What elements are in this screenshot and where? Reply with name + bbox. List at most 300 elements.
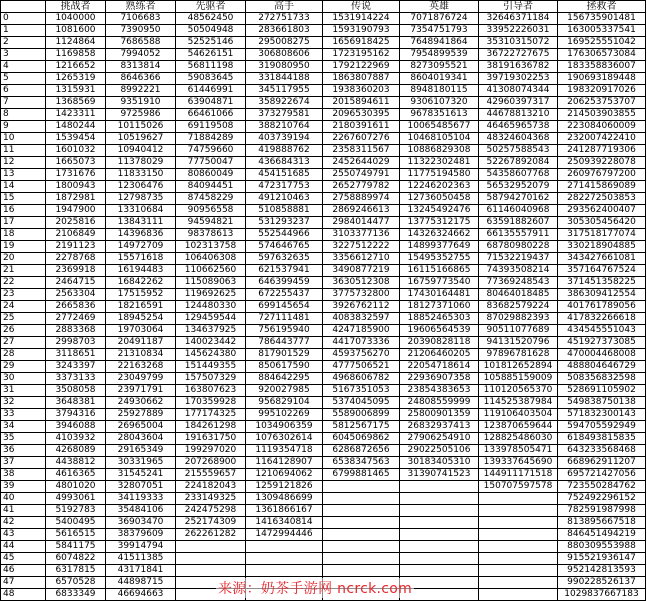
table-cell: 43171841	[106, 565, 176, 577]
table-cell: 472317753	[246, 181, 323, 193]
row-index-cell: 3	[1, 49, 46, 61]
table-cell: 30183405310	[400, 457, 479, 469]
table-cell: 19606564539	[400, 325, 479, 337]
row-index-cell: 7	[1, 97, 46, 109]
table-cell: 10519627	[106, 133, 176, 145]
table-cell: 31390741523	[400, 469, 479, 481]
table-row	[1, 505, 646, 517]
row-index-cell: 9	[1, 121, 46, 133]
table-row	[1, 61, 646, 73]
table-cell: 283661803	[246, 25, 323, 37]
row-index-cell: 28	[1, 349, 46, 361]
column-header: 传说	[323, 1, 400, 13]
column-header: 先驱者	[176, 1, 246, 13]
table-cell: 6833349	[46, 589, 106, 601]
column-header-index	[1, 1, 46, 13]
table-cell: 22163268	[106, 361, 176, 373]
table-cell: 5841175	[46, 541, 106, 553]
table-cell: 9351910	[106, 97, 176, 109]
table-cell: 920027985	[246, 385, 323, 397]
column-header: 熟练者	[106, 1, 176, 13]
table-cell: 233149325	[176, 493, 246, 505]
column-header: 高手	[246, 1, 323, 13]
table-cell: 50504948	[176, 25, 246, 37]
table-cell: 4777506521	[323, 361, 400, 373]
table-cell: 28043604	[106, 433, 176, 445]
table-cell: 2563304	[46, 289, 106, 301]
table-cell: 2015894611	[323, 97, 400, 109]
table-cell: 4616365	[46, 469, 106, 481]
table-cell: 699145654	[246, 301, 323, 313]
table-cell: 124480330	[176, 301, 246, 313]
table-cell: 488804646729	[558, 361, 646, 373]
table-cell: 2025816	[46, 217, 106, 229]
table-cell: 21206460205	[400, 349, 479, 361]
row-index-cell: 21	[1, 265, 46, 277]
table-cell: 44898715	[106, 577, 176, 589]
table-cell	[400, 481, 479, 493]
table-cell: 24930662	[106, 397, 176, 409]
table-cell: 6570528	[46, 577, 106, 589]
row-index-cell: 44	[1, 541, 46, 553]
table-cell: 191631750	[176, 433, 246, 445]
row-index-cell: 34	[1, 421, 46, 433]
table-cell: 50257588543	[479, 145, 558, 157]
table-cell: 29022505106	[400, 445, 479, 457]
table-cell: 1423311	[46, 109, 106, 121]
table-cell: 2665836	[46, 301, 106, 313]
table-cell: 2550749791	[323, 169, 400, 181]
table-cell: 133978505471	[479, 445, 558, 457]
table-cell: 850617590	[246, 361, 323, 373]
table-cell: 3243397	[46, 361, 106, 373]
table-cell: 5167351053	[323, 385, 400, 397]
table-cell: 36722727675	[479, 49, 558, 61]
table-cell: 18216591	[106, 301, 176, 313]
table-cell: 434545551043	[558, 325, 646, 337]
table-cell: 1361866167	[246, 505, 323, 517]
table-cell: 12798735	[106, 193, 176, 205]
table-cell: 139337645690	[479, 457, 558, 469]
table-cell: 13775312175	[400, 217, 479, 229]
table-cell: 5616515	[46, 529, 106, 541]
table-row	[1, 349, 646, 361]
table-row	[1, 565, 646, 577]
row-index-cell: 48	[1, 589, 46, 601]
row-index-cell: 14	[1, 181, 46, 193]
table-cell: 7686588	[106, 37, 176, 49]
table-cell: 105885159009	[479, 373, 558, 385]
table-cell: 1259121826	[246, 481, 323, 493]
table-cell: 5812567175	[323, 421, 400, 433]
table-cell: 9306107320	[400, 97, 479, 109]
table-cell: 6538347563	[323, 457, 400, 469]
table-cell: 90511077689	[479, 325, 558, 337]
table-cell: 470004468008	[558, 349, 646, 361]
table-cell	[400, 553, 479, 565]
row-index-cell: 29	[1, 361, 46, 373]
table-cell: 151449355	[176, 361, 246, 373]
table-cell	[323, 505, 400, 517]
table-cell: 252174309	[176, 517, 246, 529]
row-index-cell: 24	[1, 301, 46, 313]
row-index-cell: 39	[1, 481, 46, 493]
table-cell	[400, 529, 479, 541]
table-cell: 223084060009	[558, 121, 646, 133]
table-cell: 7354751793	[400, 25, 479, 37]
table-cell: 1265319	[46, 73, 106, 85]
row-index-cell: 12	[1, 157, 46, 169]
table-cell: 114525387984	[479, 397, 558, 409]
table-cell: 7390950	[106, 25, 176, 37]
table-cell	[176, 565, 246, 577]
table-cell: 119692625	[176, 289, 246, 301]
table-cell: 16194483	[106, 265, 176, 277]
table-cell	[479, 517, 558, 529]
table-cell: 2869246613	[323, 205, 400, 217]
table-cell	[400, 505, 479, 517]
table-cell: 97896781628	[479, 349, 558, 361]
table-cell: 817901529	[246, 349, 323, 361]
table-cell: 528691105902	[558, 385, 646, 397]
table-cell: 1119354718	[246, 445, 323, 457]
table-cell: 145624380	[176, 349, 246, 361]
table-cell: 330218904885	[558, 241, 646, 253]
table-cell: 508356832598	[558, 373, 646, 385]
table-cell: 786443777	[246, 337, 323, 349]
table-cell: 15495352755	[400, 253, 479, 265]
table-cell: 3227512222	[323, 241, 400, 253]
table-cell: 2452644029	[323, 157, 400, 169]
table-cell: 727111481	[246, 313, 323, 325]
table-cell: 10940412	[106, 145, 176, 157]
table-cell: 214503903855	[558, 109, 646, 121]
table-cell: 1601032	[46, 145, 106, 157]
table-cell: 241287719306	[558, 145, 646, 157]
table-row	[1, 541, 646, 553]
table-cell: 8646366	[106, 73, 176, 85]
table-cell: 643233568468	[558, 445, 646, 457]
table-cell: 18852465303	[400, 313, 479, 325]
table-cell: 71532219437	[479, 253, 558, 265]
table-cell: 756195940	[246, 325, 323, 337]
table-cell: 14326324662	[400, 229, 479, 241]
table-cell: 215559657	[176, 469, 246, 481]
row-index-cell: 27	[1, 337, 46, 349]
table-cell: 3946088	[46, 421, 106, 433]
table-cell: 102313758	[176, 241, 246, 253]
table-cell: 2278768	[46, 253, 106, 265]
row-index-cell: 47	[1, 577, 46, 589]
table-cell: 56811198	[176, 61, 246, 73]
table-cell: 16759773540	[400, 277, 479, 289]
table-cell	[246, 541, 323, 553]
table-cell: 1872981	[46, 193, 106, 205]
table-cell: 250939228078	[558, 157, 646, 169]
table-cell: 26965004	[106, 421, 176, 433]
table-body	[1, 13, 646, 601]
table-cell: 63904871	[176, 97, 246, 109]
table-cell: 11378029	[106, 157, 176, 169]
table-row	[1, 493, 646, 505]
table-cell: 1309486699	[246, 493, 323, 505]
table-cell: 42960397317	[479, 97, 558, 109]
table-cell: 6317815	[46, 565, 106, 577]
table-cell: 319080950	[246, 61, 323, 73]
table-cell: 260976797200	[558, 169, 646, 181]
table-cell: 150707597578	[479, 481, 558, 493]
table-cell: 66135557911	[479, 229, 558, 241]
table-cell	[479, 493, 558, 505]
table-cell: 8313814	[106, 61, 176, 73]
table-row	[1, 433, 646, 445]
row-index-cell: 15	[1, 193, 46, 205]
table-cell: 8992221	[106, 85, 176, 97]
table-cell: 13245492476	[400, 205, 479, 217]
table-cell: 317518177074	[558, 229, 646, 241]
table-cell: 21310834	[106, 349, 176, 361]
table-cell: 646399459	[246, 277, 323, 289]
table-cell: 417832266618	[558, 313, 646, 325]
table-cell: 80860049	[176, 169, 246, 181]
table-cell: 4593756270	[323, 349, 400, 361]
table-cell: 3648381	[46, 397, 106, 409]
row-index-cell: 4	[1, 61, 46, 73]
table-cell: 357164767524	[558, 265, 646, 277]
table-cell: 10886829308	[400, 145, 479, 157]
table-cell: 880309553988	[558, 541, 646, 553]
table-cell: 4993061	[46, 493, 106, 505]
table-cell: 6074822	[46, 553, 106, 565]
table-cell: 8604019341	[400, 73, 479, 85]
table-cell: 1081600	[46, 25, 106, 37]
table-row	[1, 205, 646, 217]
table-cell: 1947900	[46, 205, 106, 217]
table-cell: 22936907358	[400, 373, 479, 385]
table-cell: 224182043	[176, 481, 246, 493]
table-cell: 59083645	[176, 73, 246, 85]
table-cell: 54358607768	[479, 169, 558, 181]
table-cell	[479, 553, 558, 565]
table-cell: 4968606782	[323, 373, 400, 385]
table-cell: 52525146	[176, 37, 246, 49]
table-cell	[479, 589, 558, 601]
table-row	[1, 373, 646, 385]
table-cell: 1731676	[46, 169, 106, 181]
table-cell: 1938360203	[323, 85, 400, 97]
table-cell: 18945254	[106, 313, 176, 325]
column-header: 挑战者	[46, 1, 106, 13]
table-cell	[176, 553, 246, 565]
table-row	[1, 361, 646, 373]
table-cell: 7071876724	[400, 13, 479, 25]
table-cell: 14899377649	[400, 241, 479, 253]
row-index-cell: 18	[1, 229, 46, 241]
table-cell	[323, 481, 400, 493]
table-cell: 672255437	[246, 289, 323, 301]
table-cell: 36903470	[106, 517, 176, 529]
table-cell: 956829104	[246, 397, 323, 409]
table-cell: 242475298	[176, 505, 246, 517]
table-cell: 169525551042	[558, 37, 646, 49]
table-cell: 2096530395	[323, 109, 400, 121]
table-cell: 2883368	[46, 325, 106, 337]
table-row	[1, 289, 646, 301]
table-cell: 4103932	[46, 433, 106, 445]
table-cell: 1029837667183	[558, 589, 646, 601]
table-cell: 6286872656	[323, 445, 400, 457]
table-cell: 3356612710	[323, 253, 400, 265]
table-cell: 1169858	[46, 49, 106, 61]
table-cell: 163807623	[176, 385, 246, 397]
table-cell: 11833150	[106, 169, 176, 181]
table-row	[1, 49, 646, 61]
table-row	[1, 97, 646, 109]
table-cell: 7648941864	[400, 37, 479, 49]
table-cell: 1416340814	[246, 517, 323, 529]
table-cell: 7954899539	[400, 49, 479, 61]
row-index-cell: 30	[1, 373, 46, 385]
table-cell: 491210463	[246, 193, 323, 205]
header-row	[1, 1, 646, 13]
table-cell: 177174325	[176, 409, 246, 421]
table-cell: 952142813593	[558, 565, 646, 577]
table-cell: 5374045095	[323, 397, 400, 409]
table-row	[1, 133, 646, 145]
table-row	[1, 265, 646, 277]
row-index-cell: 8	[1, 109, 46, 121]
table-cell: 94594821	[176, 217, 246, 229]
table-cell: 110662560	[176, 265, 246, 277]
table-cell: 69119508	[176, 121, 246, 133]
table-cell: 5400495	[46, 517, 106, 529]
table-cell: 3508058	[46, 385, 106, 397]
table-row	[1, 553, 646, 565]
table-cell	[400, 517, 479, 529]
row-index-cell: 13	[1, 169, 46, 181]
table-cell: 371451358225	[558, 277, 646, 289]
table-cell: 5589006899	[323, 409, 400, 421]
table-cell	[323, 553, 400, 565]
table-cell: 6045069862	[323, 433, 400, 445]
table-cell: 13843111	[106, 217, 176, 229]
table-row	[1, 169, 646, 181]
table-cell: 752492296152	[558, 493, 646, 505]
table-row	[1, 241, 646, 253]
row-index-cell: 6	[1, 85, 46, 97]
table-cell: 343427661081	[558, 253, 646, 265]
table-cell: 1040000	[46, 13, 106, 25]
table-cell: 98378613	[176, 229, 246, 241]
table-cell: 134637925	[176, 325, 246, 337]
table-cell: 4083832597	[323, 313, 400, 325]
table-cell: 621537941	[246, 265, 323, 277]
table-row	[1, 73, 646, 85]
table-cell: 272751733	[246, 13, 323, 25]
source-watermark: 来源：奶茶手游网 ncrck.com	[216, 578, 414, 598]
table-cell: 119106403504	[479, 409, 558, 421]
table-cell: 41308074344	[479, 85, 558, 97]
table-cell: 61146040968	[479, 205, 558, 217]
table-cell: 23971791	[106, 385, 176, 397]
table-cell: 41511385	[106, 553, 176, 565]
table-cell: 594705592949	[558, 421, 646, 433]
table-cell: 1480244	[46, 121, 106, 133]
table-cell: 2464715	[46, 277, 106, 289]
table-row	[1, 445, 646, 457]
table-cell: 1723195162	[323, 49, 400, 61]
table-cell: 38191636782	[479, 61, 558, 73]
table-cell: 74393508214	[479, 265, 558, 277]
table-cell: 77750047	[176, 157, 246, 169]
table-cell: 3103377136	[323, 229, 400, 241]
table-cell: 293562400407	[558, 205, 646, 217]
table-cell: 331844188	[246, 73, 323, 85]
table-row	[1, 181, 646, 193]
table-cell: 110120565370	[479, 385, 558, 397]
table-cell: 29165349	[106, 445, 176, 457]
column-header: 引导者	[479, 1, 558, 13]
table-cell: 5192783	[46, 505, 106, 517]
table-cell: 2358311567	[323, 145, 400, 157]
table-row	[1, 253, 646, 265]
table-cell: 3490877219	[323, 265, 400, 277]
table-cell: 20491187	[106, 337, 176, 349]
table-cell: 115089063	[176, 277, 246, 289]
table-cell: 63591882607	[479, 217, 558, 229]
table-cell	[400, 565, 479, 577]
table-row	[1, 13, 646, 25]
table-cell: 884642295	[246, 373, 323, 385]
table-row	[1, 277, 646, 289]
table-cell: 2998703	[46, 337, 106, 349]
table-cell: 199297020	[176, 445, 246, 457]
table-cell: 44678813210	[479, 109, 558, 121]
row-index-cell: 23	[1, 289, 46, 301]
table-cell: 84094451	[176, 181, 246, 193]
table-cell: 4247185900	[323, 325, 400, 337]
table-row	[1, 301, 646, 313]
table-cell: 13310684	[106, 205, 176, 217]
table-cell: 31545241	[106, 469, 176, 481]
table-cell: 1792122969	[323, 61, 400, 73]
table-cell: 2267607276	[323, 133, 400, 145]
table-cell: 295008275	[246, 37, 323, 49]
table-cell: 183358836007	[558, 61, 646, 73]
table-cell: 3794316	[46, 409, 106, 421]
row-index-cell: 26	[1, 325, 46, 337]
row-index-cell: 22	[1, 277, 46, 289]
row-index-cell: 0	[1, 13, 46, 25]
table-cell: 34119333	[106, 493, 176, 505]
table-cell: 66461066	[176, 109, 246, 121]
table-cell: 10065485677	[400, 121, 479, 133]
table-cell: 990228526137	[558, 577, 646, 589]
table-row	[1, 457, 646, 469]
column-header: 拯救者	[558, 1, 646, 13]
table-cell: 2772469	[46, 313, 106, 325]
table-cell: 386309412554	[558, 289, 646, 301]
table-cell: 618493815835	[558, 433, 646, 445]
table-cell: 18127371060	[400, 301, 479, 313]
row-index-cell: 2	[1, 37, 46, 49]
table-cell	[176, 541, 246, 553]
table-cell: 282272503853	[558, 193, 646, 205]
table-cell: 35484106	[106, 505, 176, 517]
table-cell: 4268089	[46, 445, 106, 457]
table-cell: 39914794	[106, 541, 176, 553]
table-cell: 1665073	[46, 157, 106, 169]
